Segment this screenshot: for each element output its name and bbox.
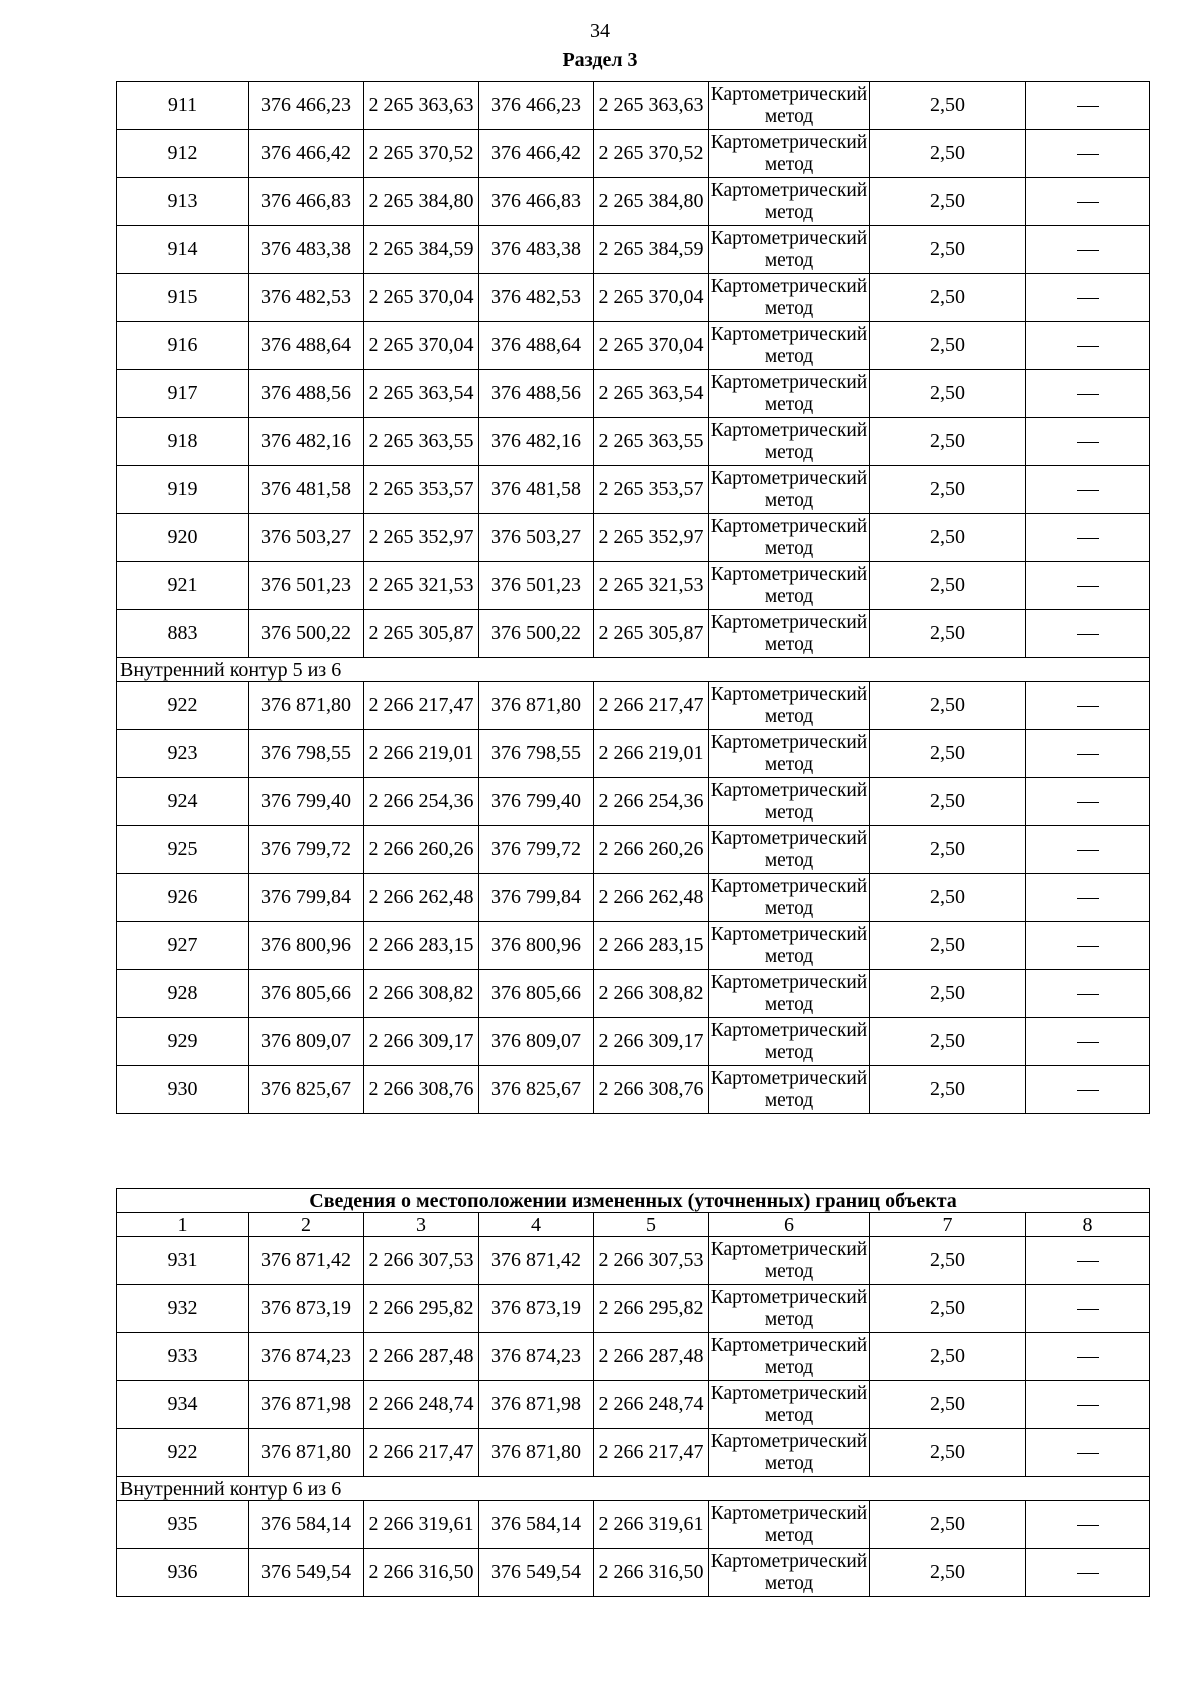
point-number-cell: 921: [117, 562, 249, 610]
accuracy-cell: 2,50: [870, 322, 1026, 370]
accuracy-cell: 2,50: [870, 1066, 1026, 1114]
note-cell: [1026, 1018, 1150, 1066]
dash-mark: [1077, 1261, 1099, 1262]
table-row: [117, 1381, 1150, 1429]
note-cell: [1026, 322, 1150, 370]
y-coordinate-cell: 2 265 384,80: [364, 178, 479, 226]
dash-mark: [1077, 1573, 1099, 1574]
column-number: 1: [117, 1213, 249, 1237]
method-cell: Картометрический метод: [709, 130, 870, 178]
method-cell: Картометрический метод: [709, 82, 870, 130]
note-cell: [1026, 826, 1150, 874]
y-coordinate-cell: 2 265 384,59: [594, 226, 709, 274]
x-coordinate-cell: 376 482,16: [249, 418, 364, 466]
table-row: [117, 370, 1150, 418]
table-row: [117, 1018, 1150, 1066]
x-coordinate-cell: 376 584,14: [479, 1501, 594, 1549]
note-cell: [1026, 682, 1150, 730]
method-cell: Картометрический метод: [709, 178, 870, 226]
x-coordinate-cell: 376 549,54: [479, 1549, 594, 1597]
column-number: 7: [870, 1213, 1026, 1237]
y-coordinate-cell: 2 265 305,87: [594, 610, 709, 658]
table-title: Сведения о местоположении измененных (уточненных) границ объекта: [117, 1189, 1150, 1213]
dash-mark: [1077, 106, 1099, 107]
method-cell: Картометрический метод: [709, 322, 870, 370]
x-coordinate-cell: 376 466,83: [479, 178, 594, 226]
x-coordinate-cell: 376 800,96: [249, 922, 364, 970]
x-coordinate-cell: 376 481,58: [249, 466, 364, 514]
y-coordinate-cell: 2 266 307,53: [364, 1237, 479, 1285]
point-number-cell: 912: [117, 130, 249, 178]
y-coordinate-cell: 2 265 363,55: [364, 418, 479, 466]
dash-mark: [1077, 850, 1099, 851]
x-coordinate-cell: 376 809,07: [249, 1018, 364, 1066]
y-coordinate-cell: 2 266 319,61: [364, 1501, 479, 1549]
dash-mark: [1077, 1405, 1099, 1406]
dash-mark: [1077, 1357, 1099, 1358]
method-cell: Картометрический метод: [709, 274, 870, 322]
y-coordinate-cell: 2 265 321,53: [594, 562, 709, 610]
y-coordinate-cell: 2 266 316,50: [594, 1549, 709, 1597]
table-row: [117, 562, 1150, 610]
y-coordinate-cell: 2 266 309,17: [364, 1018, 479, 1066]
table-row: [117, 82, 1150, 130]
y-coordinate-cell: 2 265 363,55: [594, 418, 709, 466]
table-row: [117, 682, 1150, 730]
dash-mark: [1077, 346, 1099, 347]
table-row: [117, 1285, 1150, 1333]
method-cell: Картометрический метод: [709, 1381, 870, 1429]
x-coordinate-cell: 376 805,66: [479, 970, 594, 1018]
point-number-cell: 936: [117, 1549, 249, 1597]
y-coordinate-cell: 2 265 353,57: [364, 466, 479, 514]
note-cell: [1026, 922, 1150, 970]
contour-label: Внутренний контур 5 из 6: [117, 658, 1150, 682]
note-cell: [1026, 1501, 1150, 1549]
y-coordinate-cell: 2 265 370,52: [364, 130, 479, 178]
method-cell: Картометрический метод: [709, 730, 870, 778]
y-coordinate-cell: 2 266 248,74: [364, 1381, 479, 1429]
y-coordinate-cell: 2 266 308,76: [364, 1066, 479, 1114]
method-cell: Картометрический метод: [709, 1501, 870, 1549]
x-coordinate-cell: 376 874,23: [249, 1333, 364, 1381]
page-number: 34: [590, 20, 610, 42]
x-coordinate-cell: 376 805,66: [249, 970, 364, 1018]
column-number: 8: [1026, 1213, 1150, 1237]
point-number-cell: 913: [117, 178, 249, 226]
x-coordinate-cell: 376 466,42: [249, 130, 364, 178]
x-coordinate-cell: 376 873,19: [479, 1285, 594, 1333]
note-cell: [1026, 226, 1150, 274]
method-cell: Картометрический метод: [709, 1429, 870, 1477]
column-number: 4: [479, 1213, 594, 1237]
point-number-cell: 920: [117, 514, 249, 562]
dash-mark: [1077, 154, 1099, 155]
note-cell: [1026, 1381, 1150, 1429]
x-coordinate-cell: 376 488,56: [479, 370, 594, 418]
y-coordinate-cell: 2 266 217,47: [594, 1429, 709, 1477]
y-coordinate-cell: 2 265 352,97: [364, 514, 479, 562]
y-coordinate-cell: 2 266 309,17: [594, 1018, 709, 1066]
table-row: [117, 826, 1150, 874]
method-cell: Картометрический метод: [709, 970, 870, 1018]
x-coordinate-cell: 376 825,67: [479, 1066, 594, 1114]
accuracy-cell: 2,50: [870, 826, 1026, 874]
x-coordinate-cell: 376 799,72: [249, 826, 364, 874]
point-number-cell: 918: [117, 418, 249, 466]
method-cell: Картометрический метод: [709, 1285, 870, 1333]
method-cell: Картометрический метод: [709, 1333, 870, 1381]
y-coordinate-cell: 2 266 260,26: [364, 826, 479, 874]
x-coordinate-cell: 376 809,07: [479, 1018, 594, 1066]
method-cell: Картометрический метод: [709, 610, 870, 658]
point-number-cell: 929: [117, 1018, 249, 1066]
point-number-cell: 925: [117, 826, 249, 874]
method-cell: Картометрический метод: [709, 874, 870, 922]
x-coordinate-cell: 376 500,22: [479, 610, 594, 658]
x-coordinate-cell: 376 483,38: [249, 226, 364, 274]
table-row: [117, 418, 1150, 466]
note-cell: [1026, 730, 1150, 778]
x-coordinate-cell: 376 466,83: [249, 178, 364, 226]
dash-mark: [1077, 634, 1099, 635]
dash-mark: [1077, 490, 1099, 491]
point-number-cell: 928: [117, 970, 249, 1018]
note-cell: [1026, 778, 1150, 826]
y-coordinate-cell: 2 265 363,63: [364, 82, 479, 130]
x-coordinate-cell: 376 488,64: [249, 322, 364, 370]
table-row: [117, 1333, 1150, 1381]
note-cell: [1026, 874, 1150, 922]
accuracy-cell: 2,50: [870, 178, 1026, 226]
x-coordinate-cell: 376 584,14: [249, 1501, 364, 1549]
point-number-cell: 911: [117, 82, 249, 130]
table-row: [117, 130, 1150, 178]
accuracy-cell: 2,50: [870, 130, 1026, 178]
accuracy-cell: 2,50: [870, 874, 1026, 922]
point-number-cell: 933: [117, 1333, 249, 1381]
method-cell: Картометрический метод: [709, 826, 870, 874]
column-number: 3: [364, 1213, 479, 1237]
dash-mark: [1077, 802, 1099, 803]
method-cell: Картометрический метод: [709, 682, 870, 730]
accuracy-cell: 2,50: [870, 418, 1026, 466]
table-row: [117, 466, 1150, 514]
y-coordinate-cell: 2 266 254,36: [594, 778, 709, 826]
y-coordinate-cell: 2 265 363,63: [594, 82, 709, 130]
dash-mark: [1077, 1309, 1099, 1310]
x-coordinate-cell: 376 466,23: [249, 82, 364, 130]
y-coordinate-cell: 2 266 283,15: [594, 922, 709, 970]
method-cell: Картометрический метод: [709, 370, 870, 418]
method-cell: Картометрический метод: [709, 514, 870, 562]
point-number-cell: 926: [117, 874, 249, 922]
x-coordinate-cell: 376 501,23: [249, 562, 364, 610]
x-coordinate-cell: 376 488,56: [249, 370, 364, 418]
x-coordinate-cell: 376 466,23: [479, 82, 594, 130]
x-coordinate-cell: 376 483,38: [479, 226, 594, 274]
note-cell: [1026, 1066, 1150, 1114]
y-coordinate-cell: 2 265 363,54: [594, 370, 709, 418]
accuracy-cell: 2,50: [870, 1237, 1026, 1285]
note-cell: [1026, 370, 1150, 418]
method-cell: Картометрический метод: [709, 1066, 870, 1114]
y-coordinate-cell: 2 265 370,04: [594, 274, 709, 322]
note-cell: [1026, 562, 1150, 610]
x-coordinate-cell: 376 503,27: [249, 514, 364, 562]
table-row: [117, 730, 1150, 778]
table-row: [117, 1549, 1150, 1597]
x-coordinate-cell: 376 871,98: [249, 1381, 364, 1429]
point-number-cell: 917: [117, 370, 249, 418]
table-row: [117, 874, 1150, 922]
accuracy-cell: 2,50: [870, 1333, 1026, 1381]
x-coordinate-cell: 376 874,23: [479, 1333, 594, 1381]
section-title: Раздел 3: [562, 49, 638, 71]
x-coordinate-cell: 376 825,67: [249, 1066, 364, 1114]
accuracy-cell: 2,50: [870, 1285, 1026, 1333]
coordinates-table-2: [116, 1188, 1150, 1597]
y-coordinate-cell: 2 265 352,97: [594, 514, 709, 562]
dash-mark: [1077, 1453, 1099, 1454]
y-coordinate-cell: 2 266 254,36: [364, 778, 479, 826]
accuracy-cell: 2,50: [870, 610, 1026, 658]
y-coordinate-cell: 2 265 370,04: [594, 322, 709, 370]
x-coordinate-cell: 376 800,96: [479, 922, 594, 970]
note-cell: [1026, 1429, 1150, 1477]
note-cell: [1026, 1237, 1150, 1285]
x-coordinate-cell: 376 799,84: [249, 874, 364, 922]
dash-mark: [1077, 706, 1099, 707]
column-number-row: [117, 1213, 1150, 1237]
dash-mark: [1077, 250, 1099, 251]
dash-mark: [1077, 994, 1099, 995]
x-coordinate-cell: 376 482,16: [479, 418, 594, 466]
note-cell: [1026, 130, 1150, 178]
x-coordinate-cell: 376 871,98: [479, 1381, 594, 1429]
note-cell: [1026, 466, 1150, 514]
y-coordinate-cell: 2 266 287,48: [594, 1333, 709, 1381]
y-coordinate-cell: 2 266 295,82: [364, 1285, 479, 1333]
table-row: [117, 970, 1150, 1018]
x-coordinate-cell: 376 871,42: [249, 1237, 364, 1285]
x-coordinate-cell: 376 482,53: [479, 274, 594, 322]
x-coordinate-cell: 376 501,23: [479, 562, 594, 610]
table-row: [117, 226, 1150, 274]
note-cell: [1026, 418, 1150, 466]
y-coordinate-cell: 2 266 262,48: [364, 874, 479, 922]
accuracy-cell: 2,50: [870, 514, 1026, 562]
note-cell: [1026, 1285, 1150, 1333]
point-number-cell: 923: [117, 730, 249, 778]
method-cell: Картометрический метод: [709, 1237, 870, 1285]
point-number-cell: 932: [117, 1285, 249, 1333]
x-coordinate-cell: 376 466,42: [479, 130, 594, 178]
note-cell: [1026, 970, 1150, 1018]
y-coordinate-cell: 2 266 260,26: [594, 826, 709, 874]
table-title-row: [117, 1189, 1150, 1213]
method-cell: Картометрический метод: [709, 562, 870, 610]
table-row: [117, 1501, 1150, 1549]
note-cell: [1026, 514, 1150, 562]
note-cell: [1026, 274, 1150, 322]
y-coordinate-cell: 2 266 316,50: [364, 1549, 479, 1597]
table-row: [117, 1066, 1150, 1114]
note-cell: [1026, 610, 1150, 658]
point-number-cell: 931: [117, 1237, 249, 1285]
y-coordinate-cell: 2 266 307,53: [594, 1237, 709, 1285]
method-cell: Картометрический метод: [709, 418, 870, 466]
accuracy-cell: 2,50: [870, 274, 1026, 322]
y-coordinate-cell: 2 265 370,52: [594, 130, 709, 178]
y-coordinate-cell: 2 266 295,82: [594, 1285, 709, 1333]
method-cell: Картометрический метод: [709, 778, 870, 826]
accuracy-cell: 2,50: [870, 1501, 1026, 1549]
accuracy-cell: 2,50: [870, 682, 1026, 730]
y-coordinate-cell: 2 265 305,87: [364, 610, 479, 658]
note-cell: [1026, 82, 1150, 130]
y-coordinate-cell: 2 266 262,48: [594, 874, 709, 922]
y-coordinate-cell: 2 266 217,47: [364, 1429, 479, 1477]
y-coordinate-cell: 2 265 370,04: [364, 274, 479, 322]
point-number-cell: 915: [117, 274, 249, 322]
x-coordinate-cell: 376 503,27: [479, 514, 594, 562]
y-coordinate-cell: 2 266 308,76: [594, 1066, 709, 1114]
x-coordinate-cell: 376 481,58: [479, 466, 594, 514]
accuracy-cell: 2,50: [870, 82, 1026, 130]
table-row: [117, 178, 1150, 226]
accuracy-cell: 2,50: [870, 1018, 1026, 1066]
contour-label: Внутренний контур 6 из 6: [117, 1477, 1150, 1501]
note-cell: [1026, 1333, 1150, 1381]
dash-mark: [1077, 1042, 1099, 1043]
contour-header-row: [117, 1477, 1150, 1501]
x-coordinate-cell: 376 873,19: [249, 1285, 364, 1333]
dash-mark: [1077, 1525, 1099, 1526]
dash-mark: [1077, 442, 1099, 443]
x-coordinate-cell: 376 798,55: [479, 730, 594, 778]
x-coordinate-cell: 376 799,40: [479, 778, 594, 826]
method-cell: Картометрический метод: [709, 226, 870, 274]
y-coordinate-cell: 2 265 321,53: [364, 562, 479, 610]
method-cell: Картометрический метод: [709, 922, 870, 970]
accuracy-cell: 2,50: [870, 778, 1026, 826]
table-row: [117, 1237, 1150, 1285]
point-number-cell: 883: [117, 610, 249, 658]
column-number: 2: [249, 1213, 364, 1237]
point-number-cell: 935: [117, 1501, 249, 1549]
point-number-cell: 919: [117, 466, 249, 514]
x-coordinate-cell: 376 488,64: [479, 322, 594, 370]
dash-mark: [1077, 394, 1099, 395]
column-number: 5: [594, 1213, 709, 1237]
x-coordinate-cell: 376 799,84: [479, 874, 594, 922]
dash-mark: [1077, 538, 1099, 539]
table-row: [117, 274, 1150, 322]
point-number-cell: 930: [117, 1066, 249, 1114]
accuracy-cell: 2,50: [870, 1429, 1026, 1477]
accuracy-cell: 2,50: [870, 370, 1026, 418]
y-coordinate-cell: 2 265 384,59: [364, 226, 479, 274]
accuracy-cell: 2,50: [870, 226, 1026, 274]
accuracy-cell: 2,50: [870, 562, 1026, 610]
y-coordinate-cell: 2 265 353,57: [594, 466, 709, 514]
accuracy-cell: 2,50: [870, 466, 1026, 514]
contour-header-row: [117, 658, 1150, 682]
dash-mark: [1077, 586, 1099, 587]
x-coordinate-cell: 376 500,22: [249, 610, 364, 658]
accuracy-cell: 2,50: [870, 1549, 1026, 1597]
table-row: [117, 1429, 1150, 1477]
accuracy-cell: 2,50: [870, 1381, 1026, 1429]
point-number-cell: 922: [117, 1429, 249, 1477]
point-number-cell: 924: [117, 778, 249, 826]
y-coordinate-cell: 2 265 363,54: [364, 370, 479, 418]
point-number-cell: 927: [117, 922, 249, 970]
y-coordinate-cell: 2 266 283,15: [364, 922, 479, 970]
method-cell: Картометрический метод: [709, 1018, 870, 1066]
point-number-cell: 916: [117, 322, 249, 370]
y-coordinate-cell: 2 265 370,04: [364, 322, 479, 370]
x-coordinate-cell: 376 871,80: [249, 1429, 364, 1477]
y-coordinate-cell: 2 266 248,74: [594, 1381, 709, 1429]
x-coordinate-cell: 376 871,80: [479, 1429, 594, 1477]
method-cell: Картометрический метод: [709, 1549, 870, 1597]
y-coordinate-cell: 2 266 287,48: [364, 1333, 479, 1381]
x-coordinate-cell: 376 549,54: [249, 1549, 364, 1597]
table-row: [117, 322, 1150, 370]
x-coordinate-cell: 376 799,72: [479, 826, 594, 874]
table-row: [117, 610, 1150, 658]
x-coordinate-cell: 376 482,53: [249, 274, 364, 322]
note-cell: [1026, 1549, 1150, 1597]
dash-mark: [1077, 898, 1099, 899]
column-number: 6: [709, 1213, 870, 1237]
y-coordinate-cell: 2 266 217,47: [594, 682, 709, 730]
note-cell: [1026, 178, 1150, 226]
y-coordinate-cell: 2 265 384,80: [594, 178, 709, 226]
y-coordinate-cell: 2 266 219,01: [364, 730, 479, 778]
y-coordinate-cell: 2 266 217,47: [364, 682, 479, 730]
y-coordinate-cell: 2 266 308,82: [364, 970, 479, 1018]
point-number-cell: 934: [117, 1381, 249, 1429]
dash-mark: [1077, 1090, 1099, 1091]
accuracy-cell: 2,50: [870, 730, 1026, 778]
table-row: [117, 778, 1150, 826]
coordinates-table-1: [116, 81, 1150, 1114]
x-coordinate-cell: 376 799,40: [249, 778, 364, 826]
accuracy-cell: 2,50: [870, 922, 1026, 970]
dash-mark: [1077, 298, 1099, 299]
x-coordinate-cell: 376 871,80: [479, 682, 594, 730]
dash-mark: [1077, 946, 1099, 947]
accuracy-cell: 2,50: [870, 970, 1026, 1018]
table-row: [117, 922, 1150, 970]
table-row: [117, 514, 1150, 562]
dash-mark: [1077, 202, 1099, 203]
dash-mark: [1077, 754, 1099, 755]
method-cell: Картометрический метод: [709, 466, 870, 514]
x-coordinate-cell: 376 871,42: [479, 1237, 594, 1285]
y-coordinate-cell: 2 266 319,61: [594, 1501, 709, 1549]
y-coordinate-cell: 2 266 219,01: [594, 730, 709, 778]
point-number-cell: 922: [117, 682, 249, 730]
point-number-cell: 914: [117, 226, 249, 274]
x-coordinate-cell: 376 798,55: [249, 730, 364, 778]
y-coordinate-cell: 2 266 308,82: [594, 970, 709, 1018]
x-coordinate-cell: 376 871,80: [249, 682, 364, 730]
